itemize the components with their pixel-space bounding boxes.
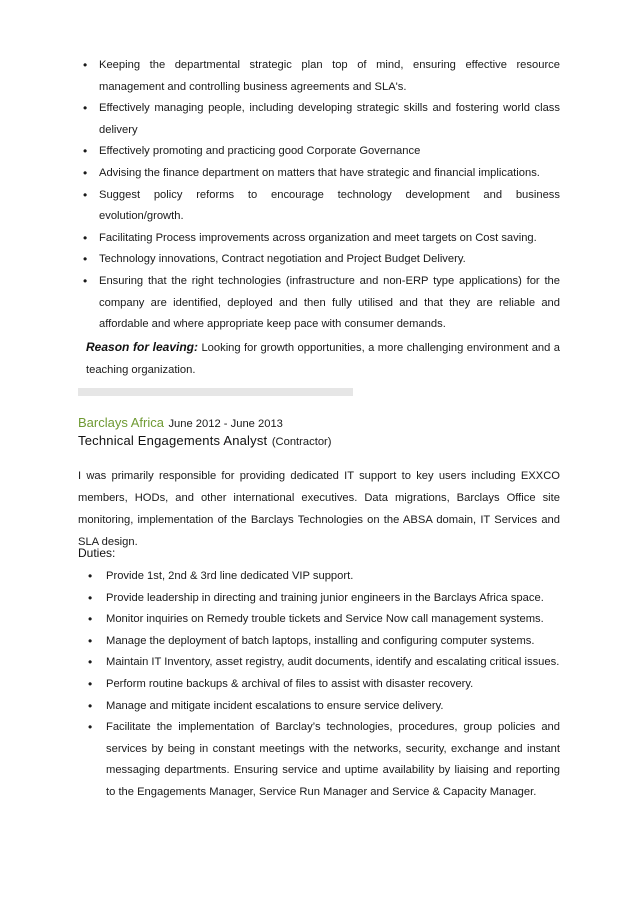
list-item-text: Effectively managing people, including developing strategic skills and fostering world class delivery xyxy=(99,102,560,136)
bullet-icon: • xyxy=(88,720,93,735)
list-item xyxy=(83,98,560,141)
company-name: Barclays Africa xyxy=(78,415,164,430)
job-summary: I was primarily responsible for providing dedicated IT support to key users including EXXCO members, HODs, and other international executives. Data migrations, Barclays Office site monitoring, implementation of the Barclays Technologies on the ABSA domain, IT Services and SLA design. xyxy=(78,470,560,548)
list-item-text: Effectively promoting and practicing good Corporate Governance xyxy=(99,145,421,158)
list-item xyxy=(88,717,560,803)
duties-heading: Duties: xyxy=(78,546,116,560)
section-divider xyxy=(78,388,353,396)
bullet-icon: • xyxy=(83,187,88,202)
list-item-text: Provide 1st, 2nd & 3rd line dedicated VIP support. xyxy=(106,570,354,582)
list-item-text: Provide leadership in directing and training junior engineers in the Barclays Africa space. xyxy=(106,591,544,604)
list-item xyxy=(83,141,560,163)
list-item xyxy=(83,249,560,271)
employment-dates: June 2012 - June 2013 xyxy=(168,418,283,430)
list-item xyxy=(88,631,560,653)
job-title-line xyxy=(78,432,332,450)
job-title-note: (Contractor) xyxy=(271,436,332,448)
bullet-icon: • xyxy=(83,144,88,159)
bullet-icon: • xyxy=(83,273,88,288)
bullet-icon: • xyxy=(88,676,93,691)
bullet-icon: • xyxy=(83,230,88,245)
bullet-icon: • xyxy=(83,165,88,180)
bullet-icon: • xyxy=(83,58,88,72)
list-item-text: Monitor inquiries on Remedy trouble tickets and Service Now call management systems. xyxy=(106,613,544,626)
list-item-text: Suggest policy reforms to encourage technology development and business evolution/growth. xyxy=(99,188,560,223)
reason-text: Looking for growth opportunities, a more challenging environment and a teaching organization. xyxy=(86,342,561,376)
list-item-text: Facilitating Process improvements across organization and meet targets on Cost saving. xyxy=(99,231,537,244)
bullet-icon: • xyxy=(83,252,88,267)
bullet-icon: • xyxy=(88,612,93,627)
list-item-text: Manage and mitigate incident escalations to ensure service delivery. xyxy=(106,699,444,712)
list-item xyxy=(83,163,560,185)
bullet-icon: • xyxy=(88,633,93,648)
list-item xyxy=(88,566,560,588)
bullet-icon: • xyxy=(88,698,93,713)
bullet-icon: • xyxy=(88,655,93,670)
list-item-text: Advising the finance department on matters that have strategic and financial implications. xyxy=(99,166,540,179)
list-item-text: Manage the deployment of batch laptops, installing and configuring computer systems. xyxy=(106,634,535,647)
list-item-text: Maintain IT Inventory, asset registry, audit documents, identify and escalating critical issues. xyxy=(106,656,560,669)
list-item xyxy=(88,609,560,631)
list-item xyxy=(88,588,560,610)
job-title: Technical Engagements Analyst xyxy=(78,433,268,448)
duties-list xyxy=(88,566,560,804)
list-item xyxy=(83,228,560,250)
list-item xyxy=(83,271,560,336)
list-item-text: Facilitate the implementation of Barclay’s technologies, procedures, group policies and services by being in constant meetings with the networks, security, exchange and instant messaging departments. Ensuring service and uptime availability by liaising and reporting to the Engagements Manager, Service Run Manager and Service & Capacity Manager. xyxy=(106,721,560,798)
list-item xyxy=(83,185,560,228)
list-item xyxy=(83,55,560,98)
reason-for-leaving xyxy=(86,336,560,381)
reason-label: Reason for leaving: xyxy=(86,340,198,354)
job-header xyxy=(78,414,283,432)
bullet-icon: • xyxy=(88,590,93,605)
list-item-text: Ensuring that the right technologies (infrastructure and non-ERP type applications) for the company are identified, deployed and then fully utilised and that they are reliable and affordable and where appropriate keep pace with consumer demands. xyxy=(99,274,560,331)
list-item xyxy=(88,652,560,674)
bullet-icon: • xyxy=(88,569,93,583)
list-item-text: Perform routine backups & archival of files to assist with disaster recovery. xyxy=(106,677,474,690)
responsibilities-list xyxy=(83,55,560,336)
list-item-text: Technology innovations, Contract negotiation and Project Budget Delivery. xyxy=(99,253,466,266)
list-item xyxy=(88,674,560,696)
bullet-icon: • xyxy=(83,101,88,116)
list-item xyxy=(88,696,560,718)
list-item-text: Keeping the departmental strategic plan top of mind, ensuring effective resource management and controlling business agreements and SLA's. xyxy=(99,59,560,93)
